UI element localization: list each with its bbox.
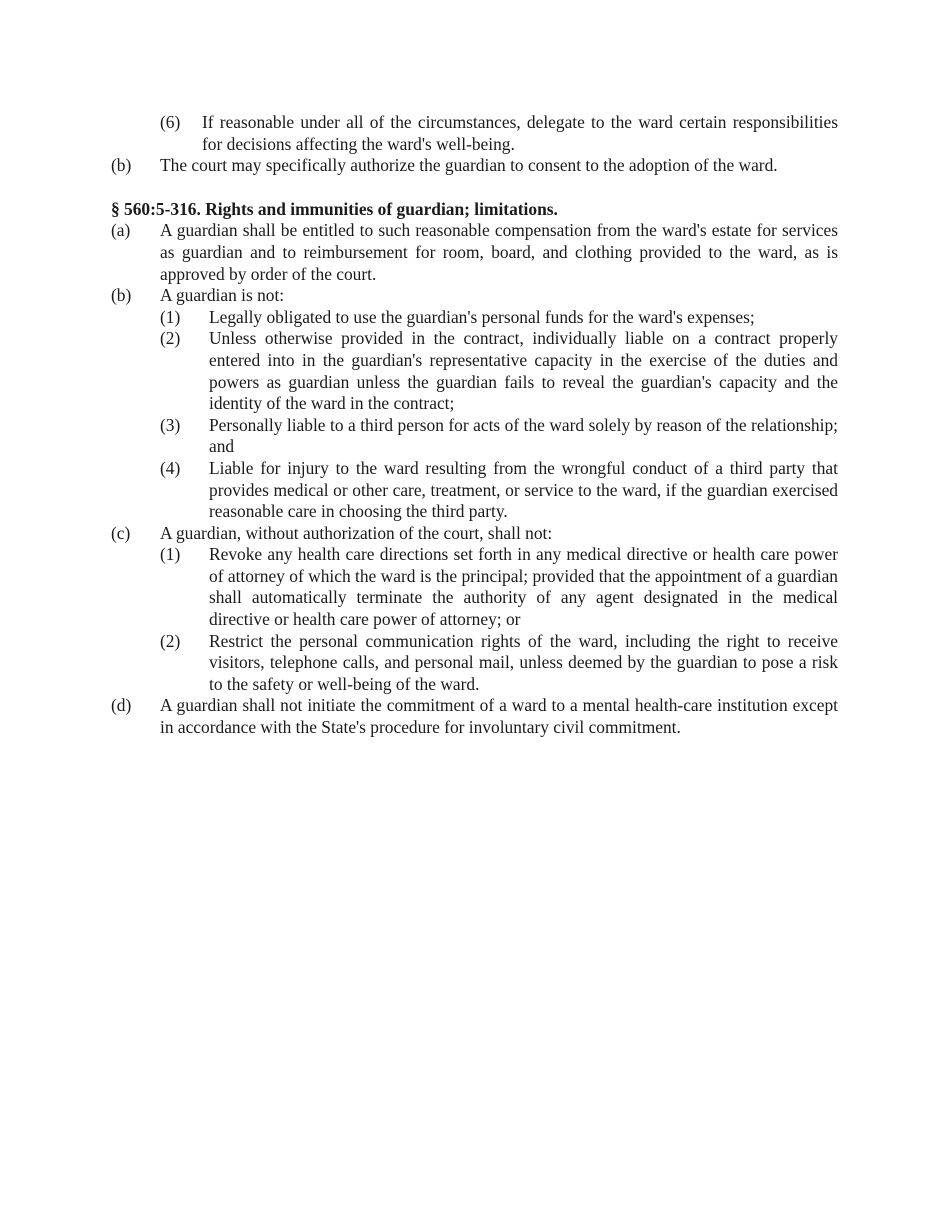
clause-b-4 <box>160 458 838 523</box>
subclause-label: (4) <box>160 457 181 478</box>
subclause-text: Legally obligated to use the guardian's personal funds for the ward's expenses; <box>209 306 755 327</box>
clause-text: A guardian shall not initiate the commitment of a ward to a mental health-care institution except in accordance with the State's procedure for involuntary civil commitment. <box>160 695 838 738</box>
clause-b-1 <box>160 307 838 329</box>
clause-text: If reasonable under all of the circumstances, delegate to the ward certain responsibilities for decisions affecting the ward's well-being. <box>202 112 838 154</box>
subclause-text: Liable for injury to the ward resulting from the wrongful conduct of a third party that provides medical or other care, treatment, or service to the ward, if the guardian exercised reasonable care in choosing the third party. <box>209 457 838 522</box>
document-body <box>111 112 838 739</box>
subclause-text: Unless otherwise provided in the contract, individually liable on a contract properly entered into in the guardian's representative capacity in the exercise of the duties and powers as guardian unless the guardian fails to reveal the guardian's capacity and the identity of the ward in the contract; <box>209 328 838 414</box>
clause-b <box>111 285 838 307</box>
section-heading: § 560:5-316. Rights and immunities of guardian; limitations. <box>111 198 558 219</box>
clause-d <box>111 695 838 738</box>
clause-text: A guardian is not: <box>160 285 285 306</box>
clause-label: (a) <box>111 220 131 241</box>
clause-a6 <box>160 112 838 155</box>
clause-b-prev <box>111 155 838 177</box>
subclause-text: Personally liable to a third person for acts of the ward solely by reason of the relationship; and <box>209 414 838 457</box>
subclause-text: Restrict the personal communication rights of the ward, including the right to receive visitors, telephone calls, and personal mail, unless deemed by the guardian to pose a risk to the safety or well-being of the ward. <box>209 630 838 694</box>
clause-text: A guardian, without authorization of the court, shall not: <box>160 522 553 543</box>
clause-c <box>111 523 838 545</box>
subclause-label: (1) <box>160 544 181 565</box>
subclause-label: (2) <box>160 630 181 651</box>
clause-b-3 <box>160 415 838 458</box>
subclause-label: (3) <box>160 414 181 435</box>
subclause-label: (2) <box>160 328 181 349</box>
subclause-label: (1) <box>160 306 181 327</box>
clause-b-2 <box>160 328 838 414</box>
clause-c-2 <box>160 631 838 696</box>
subclause-text: Revoke any health care directions set forth in any medical directive or health care power of attorney of which the ward is the principal; provided that the appointment of a guardian shall automatically terminate the authority of any agent designated in the medical directive or health care power of attorney; or <box>209 544 838 630</box>
clause-text: The court may specifically authorize the guardian to consent to the adoption of the ward. <box>160 155 778 176</box>
clause-label: (b) <box>111 155 132 176</box>
clause-a <box>111 220 838 285</box>
clause-label: (d) <box>111 695 132 716</box>
clause-label: (c) <box>111 522 131 543</box>
clause-label: (6) <box>160 112 181 132</box>
clause-c-1 <box>160 544 838 630</box>
clause-label: (b) <box>111 285 132 306</box>
clause-text: A guardian shall be entitled to such reasonable compensation from the ward's estate for services as guardian and to reimbursement for room, board, and clothing provided to the ward, as is approved by order of the court. <box>160 220 838 284</box>
